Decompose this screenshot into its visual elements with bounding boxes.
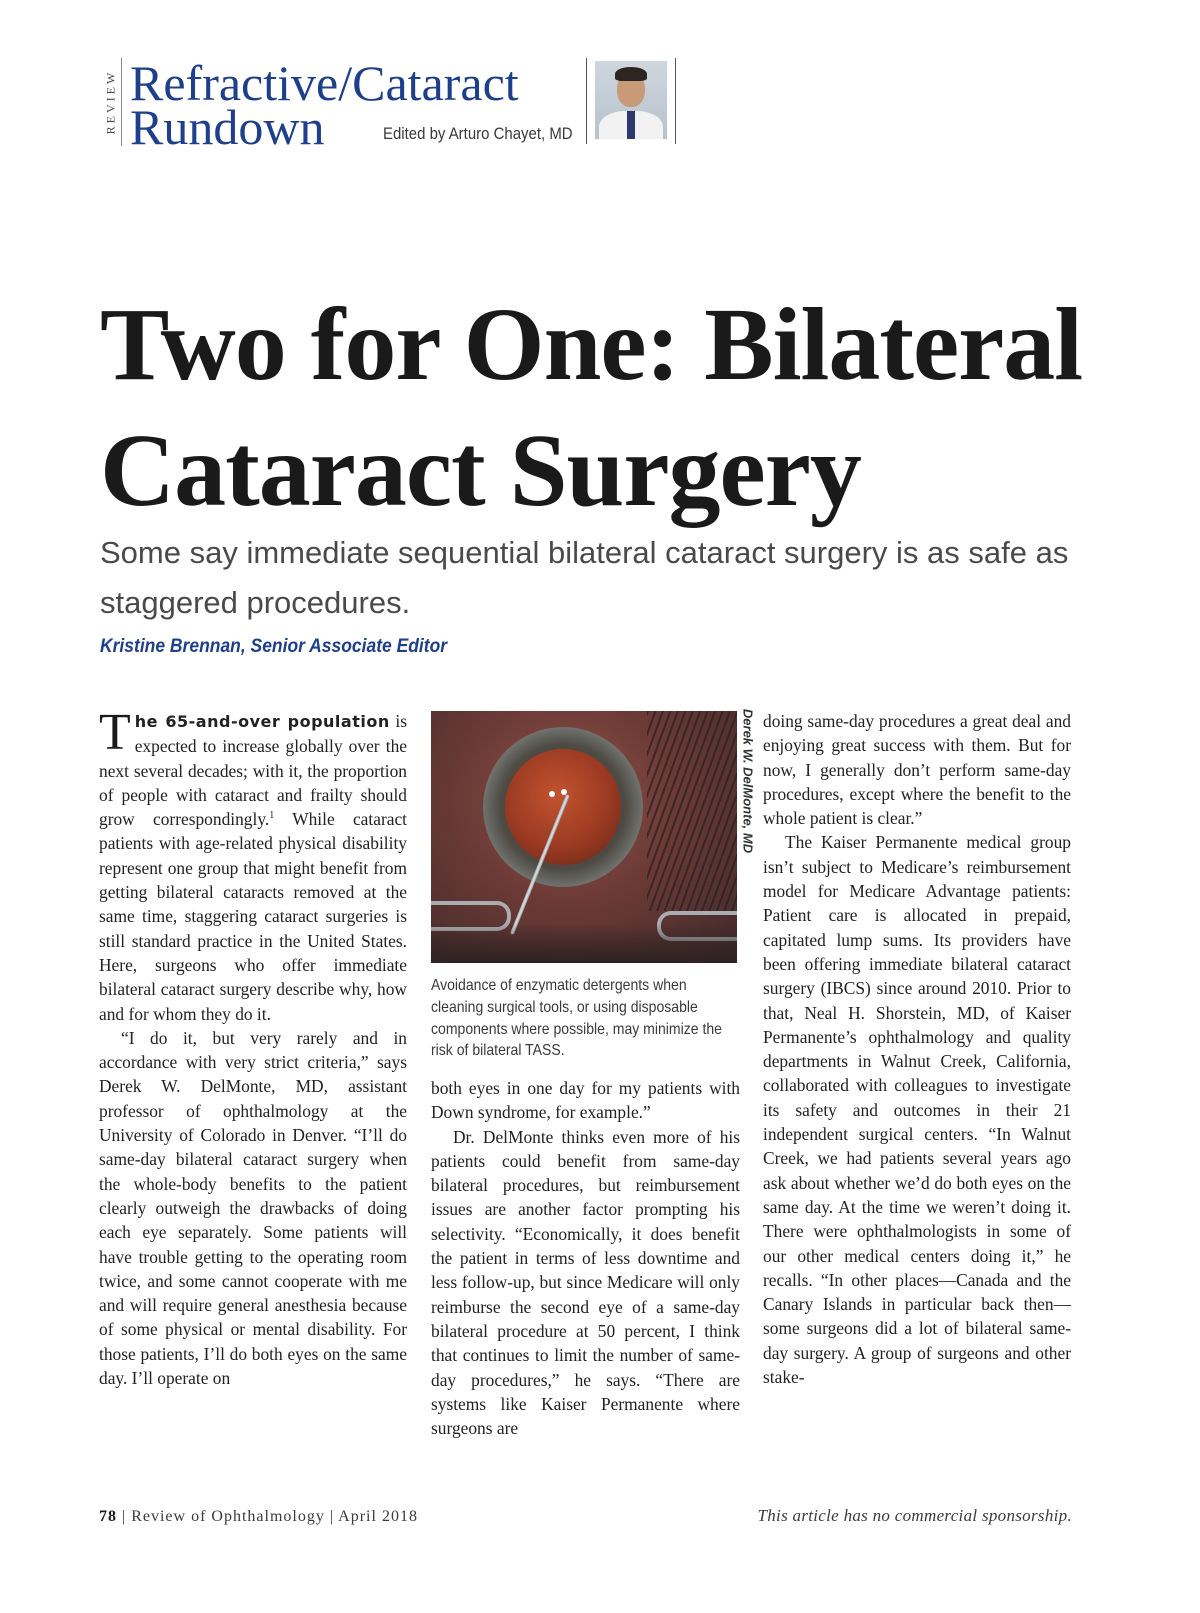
sponsorship-note: This article has no commercial sponsorship.	[757, 1506, 1072, 1525]
editor-credit: Edited by Arturo Chayet, MD	[383, 124, 573, 143]
paragraph: The Kaiser Permanente medical group isn’t subject to Medicare’s reimbursement model for Medicare Advantage patients: Patient care is allocated in prepaid, capitated lump sums. Its providers have been offering immediate bilateral cataract surgery (IBCS) since around 2010. Prior to that, Neal H. Shorstein, MD, of Kaiser Permanente’s ophthalmology and quality departments in Walnut Creek, California, collaborated with colleagues to investigate its safety and outcomes in their 21 independent surgical centers. “In Walnut Creek, we had patients several years ago ask about whether we’d do both eyes on the same day. At the time we weren’t doing it. There were ophthalmologists in some of our other medical centers doing it,” he recalls. “In other places—Canada and the Canary Islands in particular back then—some surgeons did a lot of bilateral same-day surgery. A group of surgeons and other stake-	[763, 832, 1071, 1388]
editor-photo	[595, 61, 667, 139]
paragraph: doing same-day procedures a great deal and enjoying great success with them. But for now, I generally don’t perform same-day procedures, except where the benefit to the whole patient is clear.”	[763, 711, 1071, 829]
section-title-line2: Rundown	[130, 99, 325, 155]
figure-caption	[431, 975, 737, 1062]
body-column-2	[431, 1076, 740, 1440]
editor-photo-frame	[586, 58, 676, 144]
page-number: 78	[99, 1508, 117, 1525]
paragraph: both eyes in one day for my patients with Down syndrome, for example.”	[431, 1078, 740, 1123]
review-tag-label: REVIEW	[103, 69, 118, 135]
body-column-1	[99, 704, 408, 1390]
lead-in: he 65-and-over population	[134, 712, 390, 731]
publication-name: Review of Ophthalmology	[131, 1508, 325, 1525]
page-footer-folio	[99, 1508, 418, 1526]
body-column-3	[763, 709, 1071, 1389]
figure-caption-text: Avoidance of enzymatic detergents when cleaning surgical tools, or using disposable components where possible, may minimize the risk of bilateral TASS.	[431, 977, 722, 1060]
paragraph-text: is expected to increase globally over the next several decades; with it, the proportion of people with cataract and frailty should grow correspondingly.	[99, 711, 407, 830]
review-tag	[100, 58, 122, 146]
photo-credit	[737, 708, 759, 854]
paragraph	[99, 704, 408, 1026]
issue-date: April 2018	[338, 1508, 418, 1525]
paragraph-text: While cataract patients with age-related physical disability represent one group that might benefit from getting bilateral cataracts removed at the same time, staggering cataract surgeries is still standard practice in the United States. Here, surgeons who offer immediate bilateral cataract surgery describe why, how and for whom they do it.	[99, 809, 408, 1024]
article-title: Two for One: Bilateral Cataract Surgery	[100, 287, 1083, 528]
photo-credit-text: Derek W. DelMonte, MD	[740, 708, 756, 854]
reference-marker: 1	[269, 810, 275, 822]
article-subtitle: Some say immediate sequential bilateral cataract surgery is as safe as staggered procedures.	[100, 535, 1069, 620]
section-title-line1: Refractive/Cataract	[130, 55, 519, 111]
paragraph: “I do it, but very rarely and in accordance with very strict criteria,” says Derek W. DelMonte, MD, assistant professor of ophthalmology at the University of Colorado in Denver. “I’ll do same-day bilateral cataract surgery when the whole-body benefits to the patient clearly outweigh the drawbacks of doing each eye separately. Some patients will have trouble getting to the operating room twice, and some cannot cooperate with me and will require general anesthesia because of some physical or mental disability. For those patients, I’ll do both eyes on the same day. I’ll operate on	[99, 1027, 407, 1389]
footer-separator: |	[122, 1508, 127, 1525]
surgical-eye-photo	[431, 711, 737, 963]
drop-cap: T	[99, 704, 131, 761]
paragraph: Dr. DelMonte thinks even more of his patients could benefit from same-day bilateral procedures, but reimbursement issues are another factor prompting his selectivity. “Economically, it does benefit the patient in terms of less downtime and less follow-up, but since Medicare will only reimburse the second eye of a same-day bilateral procedure at 50 percent, I think that continues to limit the number of same-day procedures,” he says. “There are systems like Kaiser Permanente where surgeons are	[431, 1126, 740, 1439]
footer-separator: |	[329, 1508, 335, 1525]
article-byline: Kristine Brennan, Senior Associate Editor	[100, 636, 448, 657]
